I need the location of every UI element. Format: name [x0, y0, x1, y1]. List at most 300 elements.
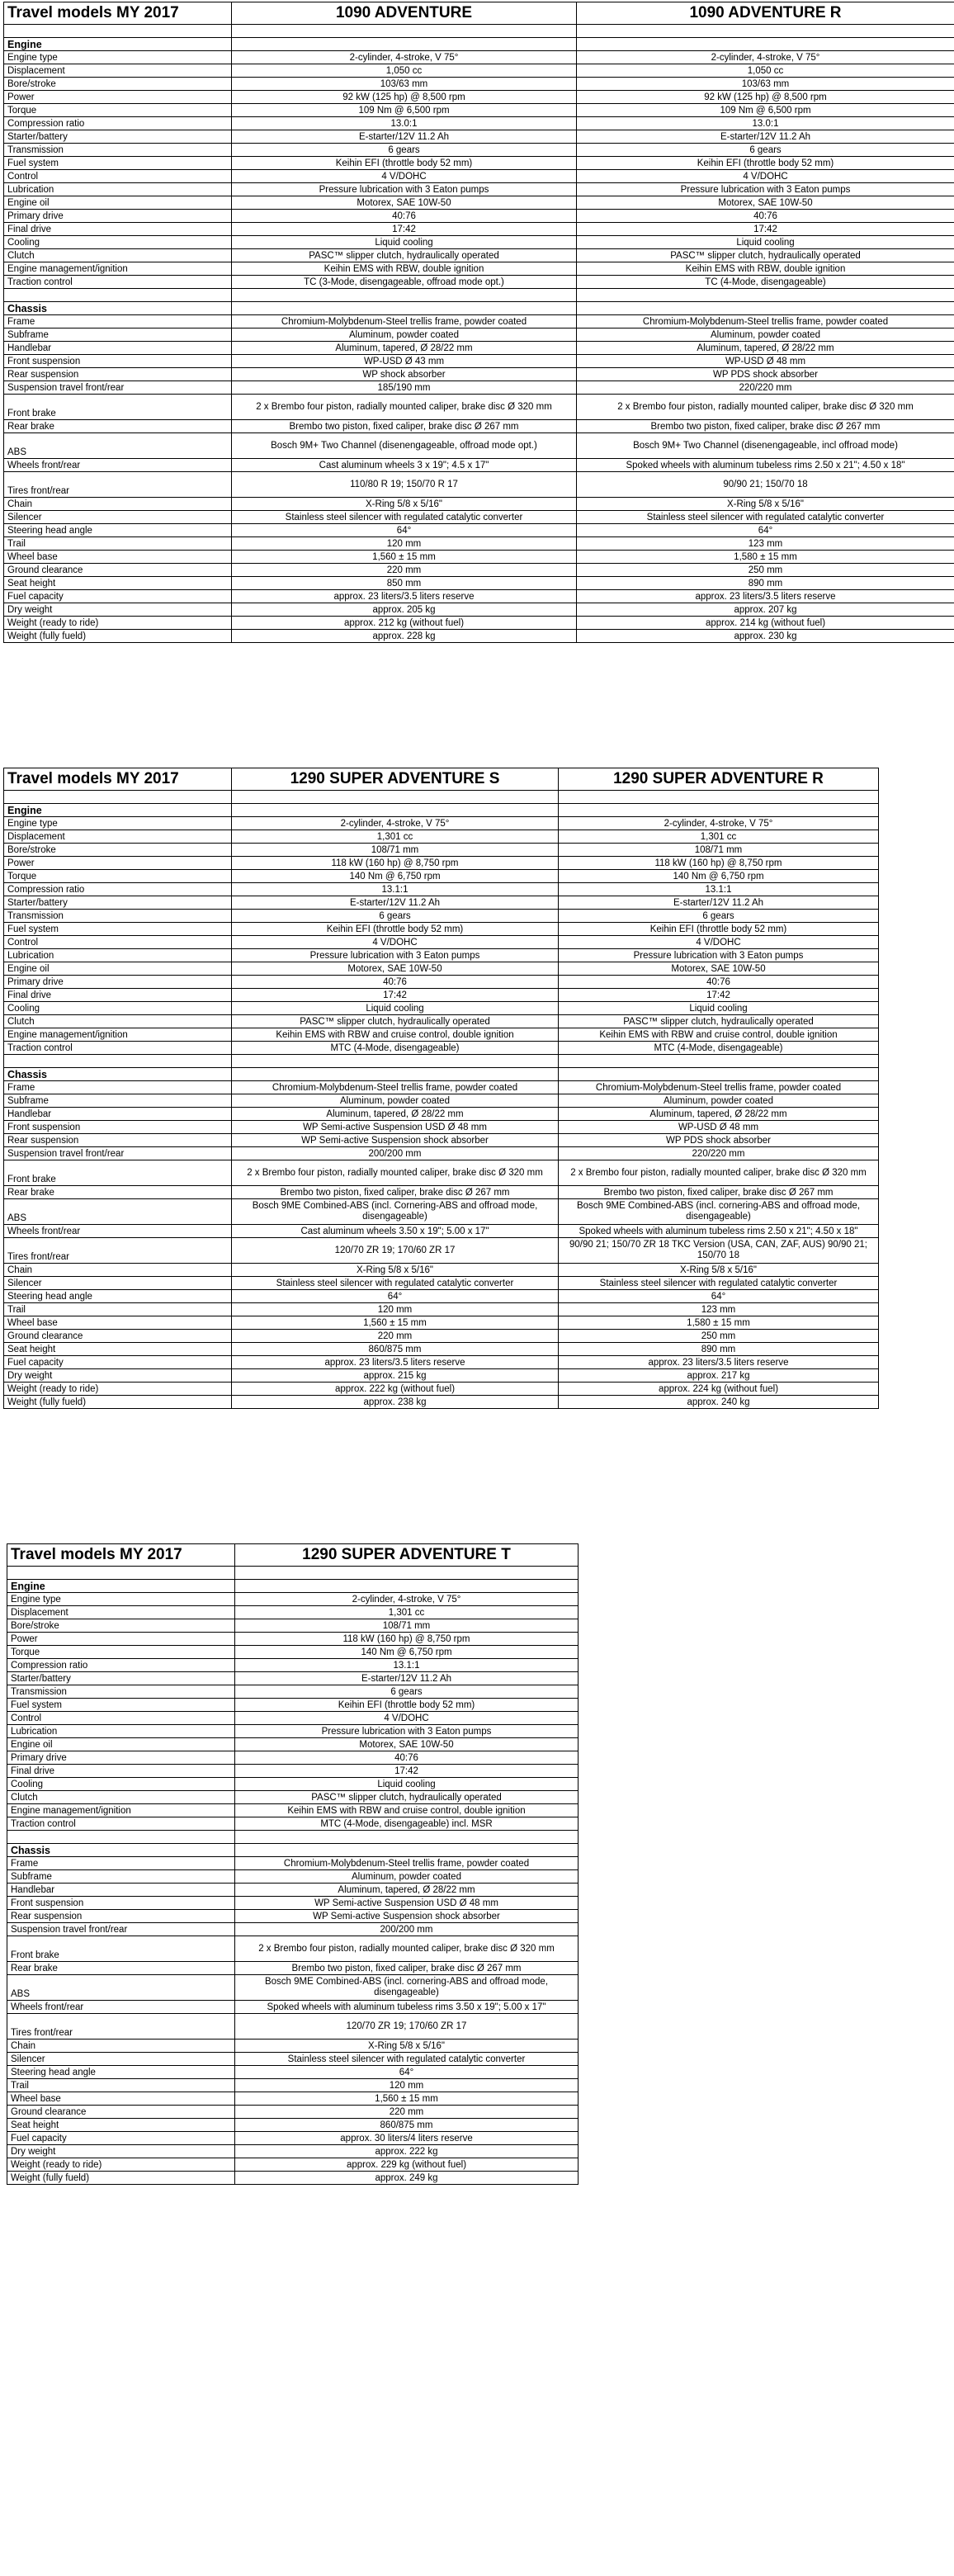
spec-label: Final drive [4, 223, 232, 236]
spec-value: 13.1:1 [232, 883, 559, 896]
spec-value: 2-cylinder, 4-stroke, V 75° [232, 817, 559, 830]
spec-value: 140 Nm @ 6,750 rpm [232, 870, 559, 883]
spec-value: Brembo two piston, fixed caliper, brake disc Ø 267 mm [232, 1186, 559, 1199]
spec-value: 185/190 mm [232, 381, 577, 395]
spec-value: 90/90 21; 150/70 ZR 18 TKC Version (USA, CAN, ZAF, AUS) 90/90 21; 150/70 18 [559, 1238, 879, 1264]
spec-value: Bosch 9ME Combined-ABS (incl. cornering-ABS and offroad mode, disengageable) [559, 1199, 879, 1225]
spec-row-lubrication [7, 1725, 579, 1738]
spec-row-suspension-travel-front-rear [7, 1923, 579, 1936]
spec-label: Torque [4, 870, 232, 883]
spec-value: 6 gears [232, 910, 559, 923]
spec-row-weight-ready-to-ride [4, 1383, 879, 1396]
blank-cell [235, 1567, 579, 1580]
spec-label: Silencer [4, 511, 232, 524]
spec-value: PASC™ slipper clutch, hydraulically operated [235, 1791, 579, 1804]
spec-row-frame [4, 1081, 879, 1094]
spec-value: 40:76 [577, 210, 954, 223]
spec-label: Transmission [7, 1685, 235, 1699]
spec-value: Keihin EFI (throttle body 52 mm) [559, 923, 879, 936]
spec-label: Tires front/rear [7, 2014, 235, 2040]
spec-label: Control [4, 936, 232, 949]
spec-label: Compression ratio [4, 117, 232, 130]
spec-label: Rear suspension [7, 1910, 235, 1923]
spec-row-handlebar [4, 1108, 879, 1121]
spec-row-bore-stroke [7, 1619, 579, 1633]
spec-label: Bore/stroke [4, 78, 232, 91]
spec-label: Displacement [4, 830, 232, 844]
spec-label: Chain [4, 1264, 232, 1277]
spec-label: Weight (ready to ride) [4, 617, 232, 630]
blank-cell [235, 1844, 579, 1857]
section-heading: Engine [4, 38, 232, 51]
spec-row-fuel-system [4, 157, 954, 170]
spec-value: 120 mm [232, 1303, 559, 1316]
spec-value: 2 x Brembo four piston, radially mounted caliper, brake disc Ø 320 mm [559, 1160, 879, 1186]
spec-value: Cast aluminum wheels 3 x 19"; 4.5 x 17" [232, 459, 577, 472]
spec-label: Trail [7, 2079, 235, 2092]
spec-row-steering-head-angle [4, 524, 954, 537]
spec-row-abs [4, 433, 954, 459]
spec-value: X-Ring 5/8 x 5/16" [235, 2040, 579, 2053]
spec-value: WP-USD Ø 43 mm [232, 355, 577, 368]
spec-value: 2-cylinder, 4-stroke, V 75° [232, 51, 577, 64]
spec-value: WP Semi-active Suspension USD Ø 48 mm [232, 1121, 559, 1134]
spec-row-cooling [4, 236, 954, 249]
spec-row-primary-drive [7, 1751, 579, 1765]
spec-label: Power [4, 91, 232, 104]
spec-label: Power [4, 857, 232, 870]
blank-cell [577, 25, 954, 38]
spec-value: approx. 222 kg (without fuel) [232, 1383, 559, 1396]
spec-row-ground-clearance [4, 1330, 879, 1343]
spec-value: Brembo two piston, fixed caliper, brake disc Ø 267 mm [235, 1962, 579, 1975]
spec-row-front-suspension [4, 355, 954, 368]
spec-value: 220 mm [235, 2106, 579, 2119]
spec-label: Weight (fully fueld) [7, 2172, 235, 2185]
spec-value: Aluminum, tapered, Ø 28/22 mm [232, 342, 577, 355]
spec-value: Brembo two piston, fixed caliper, brake disc Ø 267 mm [559, 1186, 879, 1199]
spec-label: Torque [7, 1646, 235, 1659]
spec-row-rear-brake [4, 420, 954, 433]
spec-value: 64° [235, 2066, 579, 2079]
spec-label: Front suspension [4, 355, 232, 368]
spec-value: PASC™ slipper clutch, hydraulically operated [232, 1015, 559, 1028]
spec-label: Lubrication [7, 1725, 235, 1738]
spec-value: approx. 23 liters/3.5 liters reserve [577, 590, 954, 603]
spec-value: 120 mm [235, 2079, 579, 2092]
spec-value: Aluminum, powder coated [559, 1094, 879, 1108]
spec-label: Fuel capacity [7, 2132, 235, 2145]
spec-label: Displacement [7, 1606, 235, 1619]
spec-row-wheel-base [7, 2092, 579, 2106]
spec-label: Displacement [4, 64, 232, 78]
spec-value: X-Ring 5/8 x 5/16" [577, 498, 954, 511]
blank-cell [577, 289, 954, 302]
spec-row-handlebar [7, 1884, 579, 1897]
spec-value: approx. 30 liters/4 liters reserve [235, 2132, 579, 2145]
model-name-1290-super-adventure-s: 1290 SUPER ADVENTURE S [232, 768, 559, 791]
spec-value: Bosch 9ME Combined-ABS (incl. cornering-ABS and offroad mode, disengageable) [235, 1975, 579, 2001]
spec-value: 13.1:1 [559, 883, 879, 896]
spec-value: 2-cylinder, 4-stroke, V 75° [235, 1593, 579, 1606]
spec-value: 4 V/DOHC [577, 170, 954, 183]
spec-value: 220/220 mm [577, 381, 954, 395]
spec-value: TC (4-Mode, disengageable) [577, 276, 954, 289]
spec-value: Brembo two piston, fixed caliper, brake disc Ø 267 mm [577, 420, 954, 433]
spec-label: Seat height [4, 1343, 232, 1356]
spec-value: E-starter/12V 11.2 Ah [232, 130, 577, 144]
spec-value: 220 mm [232, 564, 577, 577]
spec-row-power [4, 857, 879, 870]
spec-row-control [4, 936, 879, 949]
spec-label: Rear suspension [4, 368, 232, 381]
spec-row-seat-height [4, 577, 954, 590]
spec-label: Wheel base [7, 2092, 235, 2106]
spec-value: 17:42 [235, 1765, 579, 1778]
spec-row-compression-ratio [7, 1659, 579, 1672]
spec-row-displacement [7, 1606, 579, 1619]
spec-row-transmission [4, 144, 954, 157]
spec-label: Wheels front/rear [4, 459, 232, 472]
spec-label: Rear suspension [4, 1134, 232, 1147]
spec-label: Wheel base [4, 551, 232, 564]
spec-row-tires-front-rear [4, 1238, 879, 1264]
spec-value: 1,580 ± 15 mm [559, 1316, 879, 1330]
spec-label: Clutch [7, 1791, 235, 1804]
spec-value: Stainless steel silencer with regulated catalytic converter [559, 1277, 879, 1290]
spec-row-control [4, 170, 954, 183]
spec-row-trail [4, 1303, 879, 1316]
blank-cell [4, 791, 232, 804]
spec-label: Transmission [4, 910, 232, 923]
spec-table-1090 [3, 2, 954, 643]
spec-value: 92 kW (125 hp) @ 8,500 rpm [577, 91, 954, 104]
spec-row-ground-clearance [4, 564, 954, 577]
spec-value: PASC™ slipper clutch, hydraulically operated [577, 249, 954, 262]
spec-row-fuel-capacity [7, 2132, 579, 2145]
spec-value: 1,560 ± 15 mm [232, 551, 577, 564]
table-title: Travel models MY 2017 [4, 2, 232, 25]
spec-value: 120/70 ZR 19; 170/60 ZR 17 [235, 2014, 579, 2040]
spec-row-transmission [4, 910, 879, 923]
spec-value: 890 mm [559, 1343, 879, 1356]
spec-row-chain [7, 2040, 579, 2053]
spec-row-final-drive [4, 223, 954, 236]
spec-value: WP PDS shock absorber [577, 368, 954, 381]
spec-value: 1,301 cc [235, 1606, 579, 1619]
spec-row-trail [7, 2079, 579, 2092]
spec-value: 92 kW (125 hp) @ 8,500 rpm [232, 91, 577, 104]
spec-value: Keihin EMS with RBW and cruise control, double ignition [235, 1804, 579, 1817]
spec-label: Starter/battery [4, 896, 232, 910]
spec-row-rear-suspension [7, 1910, 579, 1923]
spec-label: Lubrication [4, 949, 232, 962]
blank-cell [559, 791, 879, 804]
spec-label: Bore/stroke [7, 1619, 235, 1633]
spec-value: Stainless steel silencer with regulated catalytic converter [577, 511, 954, 524]
blank-cell [232, 1068, 559, 1081]
spec-value: Motorex, SAE 10W-50 [559, 962, 879, 976]
spec-value: 4 V/DOHC [235, 1712, 579, 1725]
spec-value: Aluminum, tapered, Ø 28/22 mm [232, 1108, 559, 1121]
spec-value: 2-cylinder, 4-stroke, V 75° [559, 817, 879, 830]
spec-row-silencer [4, 511, 954, 524]
spec-row-torque [4, 104, 954, 117]
spec-value: MTC (4-Mode, disengageable) [559, 1042, 879, 1055]
spec-value: Keihin EFI (throttle body 52 mm) [232, 923, 559, 936]
spec-label: Cooling [7, 1778, 235, 1791]
spec-value: E-starter/12V 11.2 Ah [559, 896, 879, 910]
spec-value: Stainless steel silencer with regulated catalytic converter [235, 2053, 579, 2066]
spec-value: 40:76 [559, 976, 879, 989]
spec-row-lubrication [4, 949, 879, 962]
spec-value: 860/875 mm [232, 1343, 559, 1356]
blank-cell [232, 1055, 559, 1068]
spec-row-wheels-front-rear [7, 2001, 579, 2014]
spec-value: approx. 240 kg [559, 1396, 879, 1409]
spec-row-seat-height [4, 1343, 879, 1356]
spec-value: 109 Nm @ 6,500 rpm [577, 104, 954, 117]
spec-value: 120/70 ZR 19; 170/60 ZR 17 [232, 1238, 559, 1264]
spec-value: 220 mm [232, 1330, 559, 1343]
spec-label: Traction control [4, 1042, 232, 1055]
spec-label: Dry weight [4, 1369, 232, 1383]
spec-label: Clutch [4, 249, 232, 262]
spec-row-steering-head-angle [7, 2066, 579, 2079]
blank-cell [7, 1831, 235, 1844]
spec-value: WP-USD Ø 48 mm [577, 355, 954, 368]
spec-value: 860/875 mm [235, 2119, 579, 2132]
spec-value: 850 mm [232, 577, 577, 590]
spec-label: Ground clearance [4, 564, 232, 577]
spec-row-rear-suspension [4, 368, 954, 381]
spec-value: WP Semi-active Suspension shock absorber [235, 1910, 579, 1923]
spec-value: 2 x Brembo four piston, radially mounted caliper, brake disc Ø 320 mm [235, 1936, 579, 1962]
spec-row-abs [7, 1975, 579, 2001]
model-name-1290-super-adventure-r: 1290 SUPER ADVENTURE R [559, 768, 879, 791]
spec-value: 250 mm [559, 1330, 879, 1343]
spec-row-starter-battery [4, 896, 879, 910]
spec-value: 110/80 R 19; 150/70 R 17 [232, 472, 577, 498]
spec-row-abs [4, 1199, 879, 1225]
blank-cell [577, 38, 954, 51]
blank-cell [4, 25, 232, 38]
spec-label: Handlebar [4, 1108, 232, 1121]
spec-row-weight-fully-fueld [4, 1396, 879, 1409]
spec-label: Front brake [4, 395, 232, 420]
spec-value: Spoked wheels with aluminum tubeless rims 2.50 x 21"; 4.50 x 18" [577, 459, 954, 472]
spec-label: Trail [4, 537, 232, 551]
spec-value: MTC (4-Mode, disengageable) incl. MSR [235, 1817, 579, 1831]
spec-row-subframe [4, 1094, 879, 1108]
spec-value: Liquid cooling [577, 236, 954, 249]
spec-value: Pressure lubrication with 3 Eaton pumps [235, 1725, 579, 1738]
spec-value: Liquid cooling [559, 1002, 879, 1015]
spec-label: Weight (ready to ride) [4, 1383, 232, 1396]
spec-label: Weight (fully fueld) [4, 630, 232, 643]
spec-value: Aluminum, tapered, Ø 28/22 mm [559, 1108, 879, 1121]
spec-row-cooling [4, 1002, 879, 1015]
section-row-engine [4, 804, 879, 817]
spec-row-silencer [4, 1277, 879, 1290]
spec-label: Fuel system [7, 1699, 235, 1712]
spec-value: 6 gears [232, 144, 577, 157]
spec-value: Bosch 9M+ Two Channel (disenengageable, offroad mode opt.) [232, 433, 577, 459]
spec-value: 890 mm [577, 577, 954, 590]
spec-value: 108/71 mm [232, 844, 559, 857]
spec-label: Cooling [4, 236, 232, 249]
spec-value: 40:76 [232, 976, 559, 989]
model-name-1090-adventure: 1090 ADVENTURE [232, 2, 577, 25]
spec-value: Motorex, SAE 10W-50 [232, 962, 559, 976]
spec-value: X-Ring 5/8 x 5/16" [232, 498, 577, 511]
spec-label: Starter/battery [4, 130, 232, 144]
spec-value: 120 mm [232, 537, 577, 551]
spec-label: Wheel base [4, 1316, 232, 1330]
spec-label: Engine oil [4, 196, 232, 210]
spec-label: Tires front/rear [4, 1238, 232, 1264]
spec-value: 17:42 [232, 989, 559, 1002]
spec-row-rear-brake [4, 1186, 879, 1199]
spec-label: Subframe [7, 1870, 235, 1884]
spec-label: Steering head angle [7, 2066, 235, 2079]
spec-value: TC (3-Mode, disengageable, offroad mode opt.) [232, 276, 577, 289]
spec-value: 40:76 [235, 1751, 579, 1765]
spec-label: Chain [7, 2040, 235, 2053]
spec-label: Wheels front/rear [7, 2001, 235, 2014]
spec-row-displacement [4, 830, 879, 844]
spec-value: approx. 23 liters/3.5 liters reserve [559, 1356, 879, 1369]
blank-cell [232, 302, 577, 315]
spec-value: 13.0:1 [232, 117, 577, 130]
spec-label: Engine type [4, 817, 232, 830]
spec-label: Subframe [4, 1094, 232, 1108]
spec-label: Primary drive [7, 1751, 235, 1765]
spec-row-lubrication [4, 183, 954, 196]
spec-value: Keihin EMS with RBW and cruise control, double ignition [559, 1028, 879, 1042]
spec-value: Aluminum, tapered, Ø 28/22 mm [577, 342, 954, 355]
spec-label: Control [4, 170, 232, 183]
spec-value: 64° [232, 524, 577, 537]
spec-value: WP PDS shock absorber [559, 1134, 879, 1147]
section-heading: Chassis [4, 1068, 232, 1081]
spec-value: 103/63 mm [232, 78, 577, 91]
blank-row [4, 791, 879, 804]
spec-row-weight-fully-fueld [4, 630, 954, 643]
spec-label: Dry weight [4, 603, 232, 617]
spec-value: 108/71 mm [235, 1619, 579, 1633]
spec-label: Bore/stroke [4, 844, 232, 857]
spec-row-engine-oil [4, 962, 879, 976]
spec-table-1290-t [7, 1543, 579, 2185]
spec-value: Keihin EMS with RBW, double ignition [232, 262, 577, 276]
blank-cell [235, 1831, 579, 1844]
spec-label: Fuel capacity [4, 590, 232, 603]
table-title: Travel models MY 2017 [4, 768, 232, 791]
spec-value: Chromium-Molybdenum-Steel trellis frame, powder coated [559, 1081, 879, 1094]
spec-value: 2 x Brembo four piston, radially mounted caliper, brake disc Ø 320 mm [232, 395, 577, 420]
table-header-row [4, 768, 879, 791]
spec-value: 123 mm [559, 1303, 879, 1316]
spec-value: 108/71 mm [559, 844, 879, 857]
spec-value: Keihin EFI (throttle body 52 mm) [232, 157, 577, 170]
blank-row [4, 1055, 879, 1068]
blank-row [4, 25, 954, 38]
spec-label: Traction control [7, 1817, 235, 1831]
spec-value: approx. 207 kg [577, 603, 954, 617]
spec-row-engine-type [4, 51, 954, 64]
spec-value: approx. 205 kg [232, 603, 577, 617]
section-heading: Engine [4, 804, 232, 817]
spec-label: Torque [4, 104, 232, 117]
section-heading: Engine [7, 1580, 235, 1593]
spec-value: Motorex, SAE 10W-50 [235, 1738, 579, 1751]
spec-value: 64° [232, 1290, 559, 1303]
blank-cell [232, 804, 559, 817]
spec-value: approx. 215 kg [232, 1369, 559, 1383]
spec-row-suspension-travel-front-rear [4, 1147, 879, 1160]
spec-label: Seat height [4, 577, 232, 590]
blank-cell [232, 38, 577, 51]
spec-label: Traction control [4, 276, 232, 289]
spec-value: 103/63 mm [577, 78, 954, 91]
spec-value: Keihin EMS with RBW and cruise control, double ignition [232, 1028, 559, 1042]
spec-label: Silencer [4, 1277, 232, 1290]
spec-value: 200/200 mm [232, 1147, 559, 1160]
spec-value: Motorex, SAE 10W-50 [232, 196, 577, 210]
spec-label: Suspension travel front/rear [7, 1923, 235, 1936]
spec-value: 118 kW (160 hp) @ 8,750 rpm [232, 857, 559, 870]
spec-value: Spoked wheels with aluminum tubeless rims 3.50 x 19"; 5.00 x 17" [235, 2001, 579, 2014]
spec-value: WP-USD Ø 48 mm [559, 1121, 879, 1134]
spec-row-starter-battery [4, 130, 954, 144]
spec-row-clutch [4, 249, 954, 262]
spec-label: Front suspension [4, 1121, 232, 1134]
spec-row-weight-ready-to-ride [7, 2158, 579, 2172]
spec-value: 17:42 [559, 989, 879, 1002]
spec-value: 109 Nm @ 6,500 rpm [232, 104, 577, 117]
spec-label: Fuel capacity [4, 1356, 232, 1369]
spec-row-compression-ratio [4, 883, 879, 896]
spec-value: WP shock absorber [232, 368, 577, 381]
spec-label: Compression ratio [4, 883, 232, 896]
spec-value: E-starter/12V 11.2 Ah [577, 130, 954, 144]
blank-cell [4, 1055, 232, 1068]
spec-label: Dry weight [7, 2145, 235, 2158]
spec-row-control [7, 1712, 579, 1725]
spec-value: 13.1:1 [235, 1659, 579, 1672]
spec-row-primary-drive [4, 976, 879, 989]
spec-value: 118 kW (160 hp) @ 8,750 rpm [559, 857, 879, 870]
spec-value: 64° [577, 524, 954, 537]
spec-value: Liquid cooling [232, 1002, 559, 1015]
spec-value: approx. 222 kg [235, 2145, 579, 2158]
table-title: Travel models MY 2017 [7, 1544, 235, 1567]
spec-row-frame [4, 315, 954, 328]
spec-label: ABS [4, 1199, 232, 1225]
spec-value: 40:76 [232, 210, 577, 223]
spec-value: 17:42 [232, 223, 577, 236]
spec-label: Front brake [7, 1936, 235, 1962]
spec-value: Keihin EMS with RBW, double ignition [577, 262, 954, 276]
spec-row-wheel-base [4, 551, 954, 564]
blank-row [4, 289, 954, 302]
spec-label: Weight (fully fueld) [4, 1396, 232, 1409]
spec-label: Engine management/ignition [4, 262, 232, 276]
spec-label: Subframe [4, 328, 232, 342]
spec-row-rear-suspension [4, 1134, 879, 1147]
spec-value: Spoked wheels with aluminum tubeless rims 2.50 x 21"; 4.50 x 18" [559, 1225, 879, 1238]
